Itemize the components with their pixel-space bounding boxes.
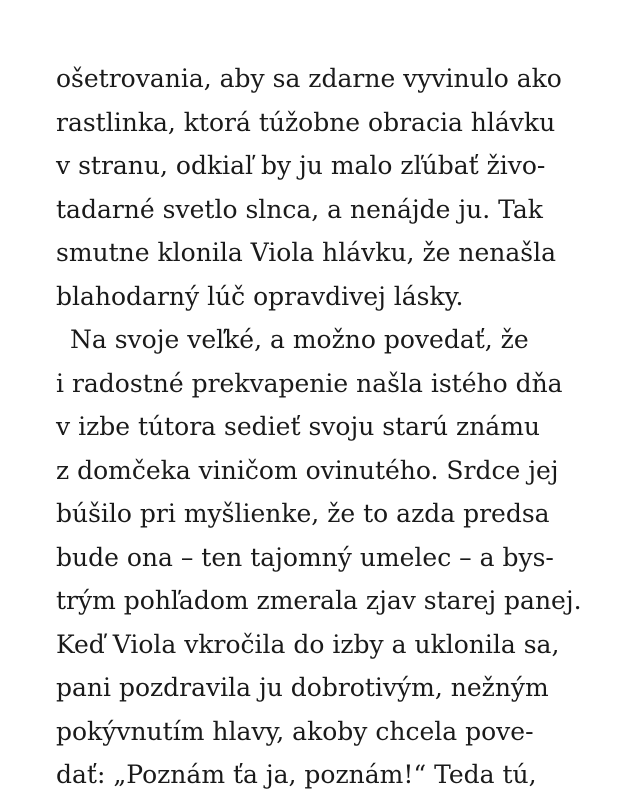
text-line: v izbe tútora sedieť svoju starú známu: [56, 412, 541, 441]
text-line: dať: „Poznám ťa ja, poznám!“ Teda tú,: [56, 760, 537, 789]
text-line: bude ona – ten tajomný umelec – a bys-: [56, 542, 554, 572]
paragraph-start-line: Na svoje veľké, a možno povedať, že: [70, 325, 529, 354]
text-line: blahodarný lúč opravdivej lásky.: [56, 281, 464, 311]
text-line: rastlinka, ktorá túžobne obracia hlávku: [56, 107, 556, 137]
text-line: ošetrovania, aby sa zdarne vyvinulo ako: [56, 64, 562, 93]
text-line: Keď Viola vkročila do izby a uklonila sa,: [56, 629, 560, 659]
text-line: i radostné prekvapenie našla istého dňa: [56, 368, 563, 398]
body-text: [56, 57, 616, 797]
text-line: v stranu, odkiaľ by ju malo zľúbať živo-: [56, 151, 546, 180]
text-line: búšilo pri myšlienke, že to azda predsa: [56, 499, 550, 528]
text-line: trým pohľadom zmerala zjav starej panej.: [56, 586, 582, 615]
text-line: pokývnutím hlavy, akoby chcela pove-: [56, 716, 534, 746]
text-line: tadarné svetlo slnca, a nenájde ju. Tak: [56, 194, 543, 224]
text-line: smutne klonila Viola hlávku, že nenašla: [56, 238, 556, 267]
text-line: z domčeka viničom ovinutého. Srdce jej: [56, 455, 559, 485]
text-line: pani pozdravila ju dobrotivým, nežným: [56, 673, 549, 702]
